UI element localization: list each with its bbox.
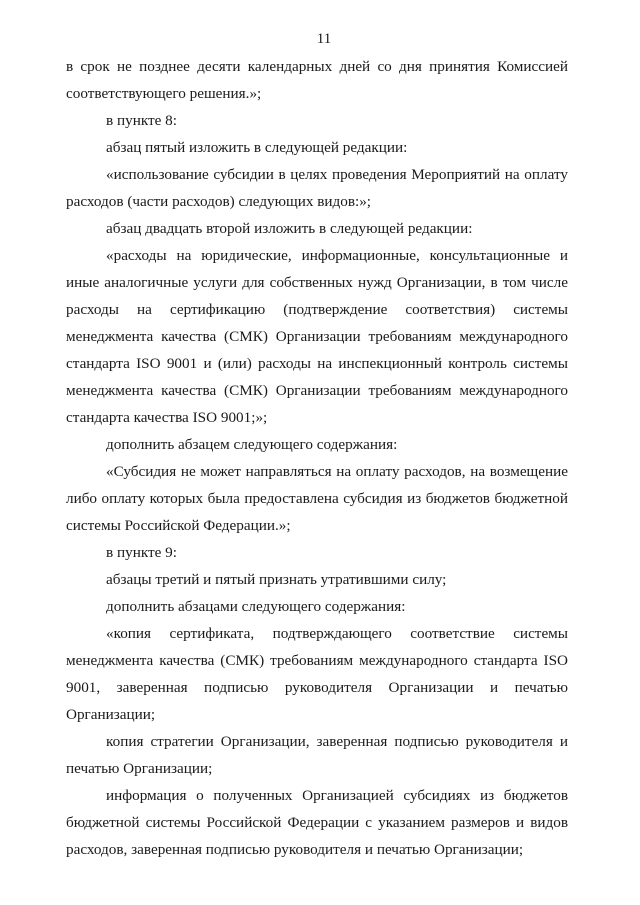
paragraph-quote-certificate: «копия сертификата, подтверждающего соответствие системы менеджмента качества (СМК) требованиям международного стандарта ISO 9001, заверенная подписью руководителя Организации и печатью Организации; <box>66 625 568 723</box>
paragraph-add-clause: дополнить абзацем следующего содержания: <box>106 436 398 453</box>
paragraph-amend-fifth: абзац пятый изложить в следующей редакции: <box>106 139 408 156</box>
document-body <box>66 53 568 863</box>
paragraph-continuation: в срок не позднее десяти календарных дней со дня принятия Комиссией соответствующего решения.»; <box>66 58 568 102</box>
paragraph-quote-expenses: «расходы на юридические, информационные, консультационные и иные аналогичные услуги для собственных нужд Организации, в том числе расходы на сертификацию (подтверждение соответствия) системы менеджмента качества (СМК) Организации требованиям международного стандарта ISO 9001 и (или) расходы на инспекционный контроль системы менеджмента качества (СМК) Организации требованиям международного стандарта качества ISO 9001;»; <box>66 247 568 426</box>
page-number: 11 <box>316 31 332 47</box>
paragraph-quote-subsidy-use: «использование субсидии в целях проведения Мероприятий на оплату расходов (части расходов) следующих видов:»; <box>66 166 568 210</box>
paragraph-quote-restriction: «Субсидия не может направляться на оплату расходов, на возмещение либо оплату которых была предоставлена субсидия из бюджетов бюджетной системы Российской Федерации.»; <box>66 463 568 534</box>
paragraph-strategy-copy: копия стратегии Организации, заверенная подписью руководителя и печатью Организации; <box>66 733 568 777</box>
paragraph-point-9: в пункте 9: <box>106 544 177 561</box>
paragraph-subsidy-info: информация о полученных Организацией субсидиях из бюджетов бюджетной системы Российской Федерации с указанием размеров и видов расходов, заверенная подписью руководителя и печатью Организации; <box>66 787 568 858</box>
paragraph-add-clauses: дополнить абзацами следующего содержания: <box>106 598 406 615</box>
paragraph-repeal: абзацы третий и пятый признать утратившими силу; <box>106 571 447 588</box>
paragraph-point-8: в пункте 8: <box>106 112 177 129</box>
paragraph-amend-twenty-second: абзац двадцать второй изложить в следующей редакции: <box>106 220 473 237</box>
